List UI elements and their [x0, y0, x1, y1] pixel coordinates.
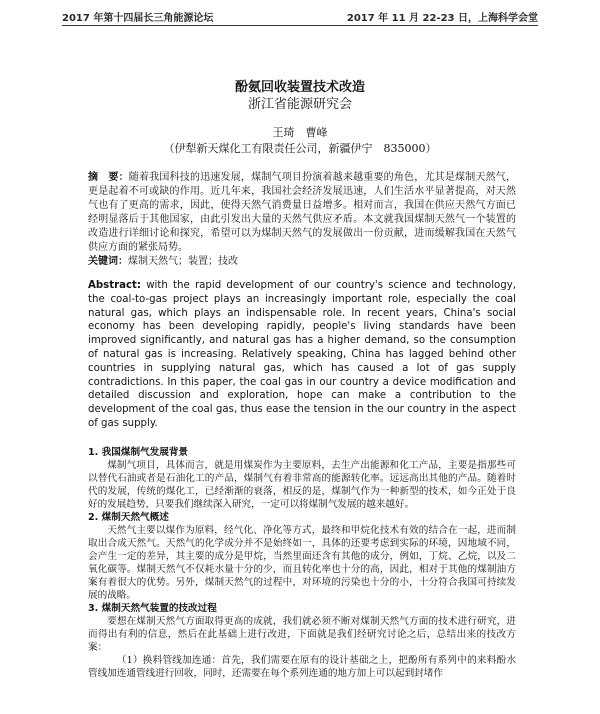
section-heading: 1. 我国煤制气发展背景 [88, 447, 189, 458]
affiliation: （伊犁新天煤化工有限责任公司，新疆伊宁 835000） [163, 142, 437, 155]
abstract-cn [88, 171, 516, 254]
keywords-label: 关键词： [88, 256, 128, 267]
abstract-en-text: with the rapid development of our country's science and technology, the coal-to-gas project plays an increasingly important role, especially the coal natural gas, which plays an indispensable role. In recent years, China's social economy has been developing rapidly, people's living standards have been improved significantly, and natural gas has a higher demand, so the consumption of natural gas is increasing. Relatively speaking, China has lagged behind other countries in supplying natural gas, which has caused a lot of gas supply contradictions. In this paper, the coal gas in our country a device modification and detailed discussion and exploration, hope can make a contribution to the development of the coal gas, thus ease the tension in the our country in the aspect of gas supply. [88, 280, 516, 429]
paper-title: 酚氨回收装置技术改造 [234, 80, 365, 95]
abstract-cn-text: 随着我国科技的迅速发展，煤制气项目扮演着越来越重要的角色，尤其是煤制天然气，更是起着不可或缺的作用。近几年来，我国社会经济发展迅速，人们生活水平显著提高，对天然气也有了更高的需求，因此，使得天然气消费量日益增多。相对而言，我国在供应天然气方面已经明显落后于其他国家，由此引发出大量的天然气供应矛盾。本文就我国煤制天然气一个装置的改造进行详细讨论和探究，希望可以为煤制天然气的发展做出一份贡献，进而缓解我国在天然气供应方面的紧张局势。 [88, 172, 517, 253]
header-right: 2017 年 11 月 22-23 日，上海科学会堂 [346, 13, 538, 24]
section-heading: 3. 煤制天然气装置的技改过程 [88, 603, 217, 614]
section-paragraph: 天然气主要以煤作为原料，经气化、净化等方式，最终和甲烷化技术有效的结合在一起，进而制取出合成天然气。天然气的化学成分并不是始终如一，具体的还要考虑到实际的环境，因地域不同，会产生一定的差异，其主要的成分是甲烷，当然里面还含有其他的成分，例如，丁烷、乙烷，以及二氧化碳等。煤制天然气不仅耗水量十分的少，而且转化率也十分的高，因此，相对于其他的煤制油方案有着很大的优势。另外，煤制天然气的过程中，对环境的污染也十分的小，十分符合我国可持续发展的战略。 [88, 525, 516, 601]
abstract-en-label: Abstract: [88, 280, 141, 291]
abstract-cn-label: 摘 要： [88, 172, 129, 183]
section-heading: 2. 煤制天然气概述 [88, 512, 169, 523]
section-paragraph: 要想在煤制天然气方面取得更高的成就，我们就必须不断对煤制天然气方面的技术进行研究，进而得出有利的信息，然后在此基础上进行改进，下面就是我们经研究讨论之后，总结出来的技改方案： [88, 616, 516, 653]
body-text [88, 446, 516, 680]
header-left: 2017 年第十四届长三角能源论坛 [62, 13, 214, 24]
header-rule [62, 25, 538, 26]
abstract-en [88, 279, 516, 431]
running-header [62, 9, 538, 24]
authors: 王琦 曹峰 [272, 126, 328, 139]
paper-subtitle: 浙江省能源研究会 [247, 97, 352, 112]
keywords-text: 煤制天然气；装置；技改 [128, 256, 238, 267]
keywords [88, 252, 516, 267]
section-paragraph: （1）换料管线加连通：首先，我们需要在原有的设计基础之上，把酚所有系列中的来料酚水管线加连通管线进行回收，同时，还需要在每个系列连通的地方加上可以起到封堵作 [88, 655, 516, 679]
section-paragraph: 煤制气项目，具体而言，就是用煤炭作为主要原料，去生产出能源和化工产品，主要是指那些可以替代石油或者是石油化工的产品，煤制气有着非常高的能源转化率。远远高出其他的产品。随着时代的发展，传统的煤化工，已经渐渐的衰落，相反的是，煤制气作为一种新型的技术，如今正处于良好的发展趋势，只要我们继续深入研究，一定可以将煤制气发展的越来越好。 [88, 460, 516, 510]
